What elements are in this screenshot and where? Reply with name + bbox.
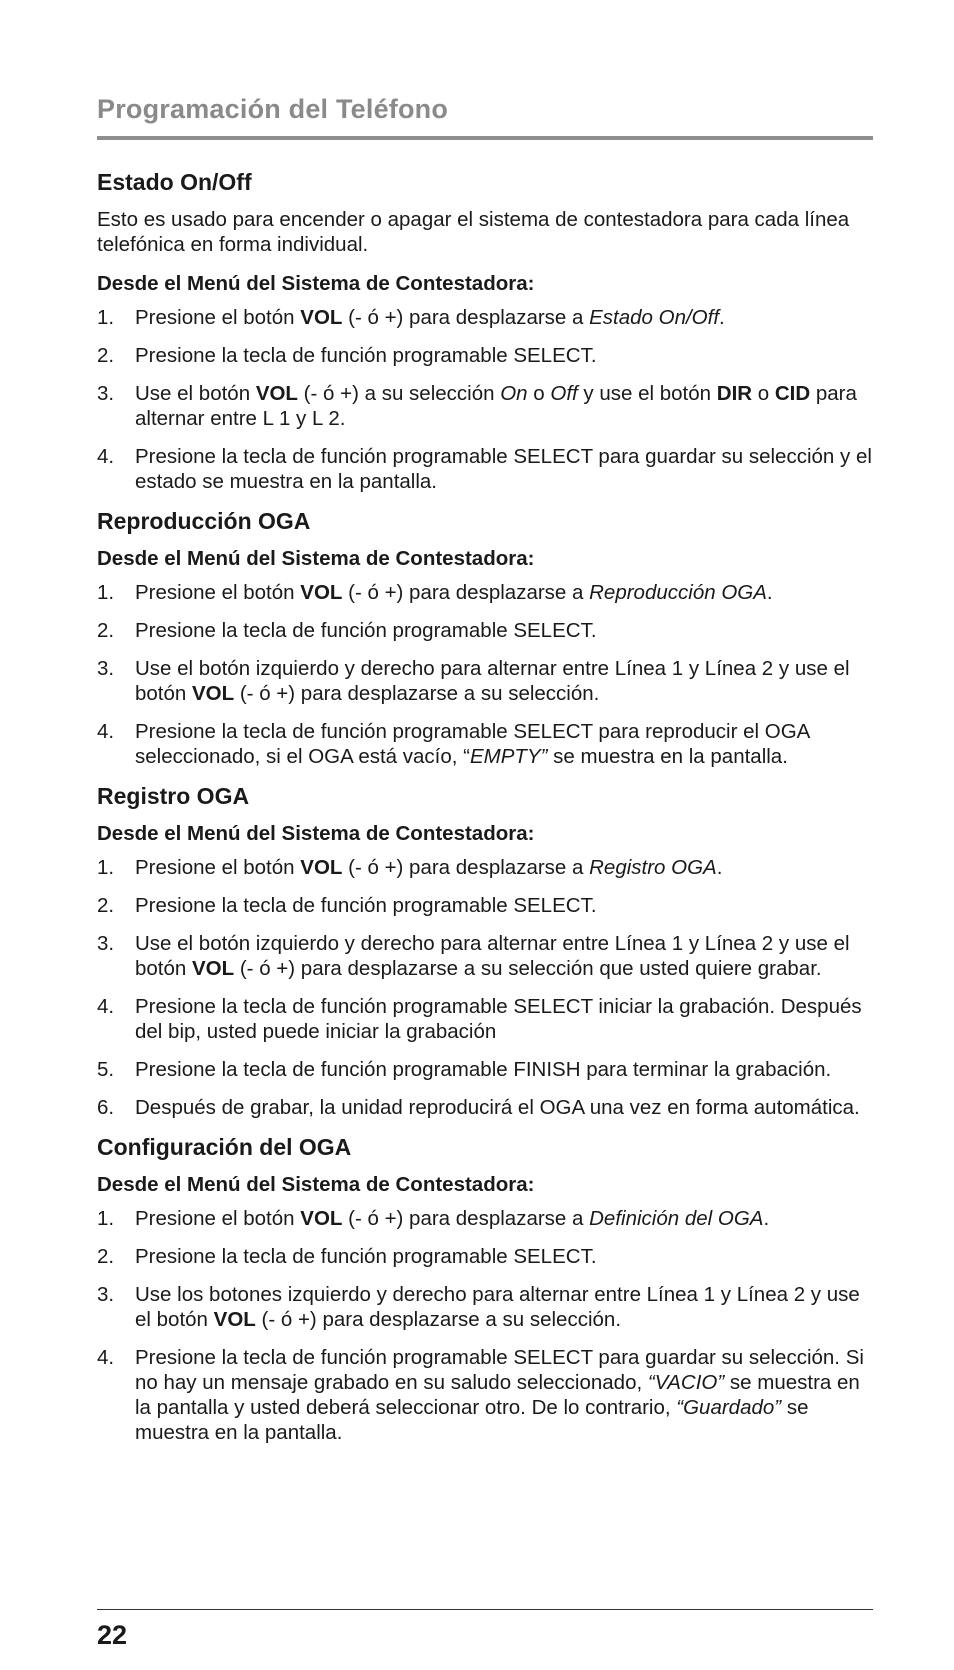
step-number: 3. [97,1283,115,1306]
page-number: 22 [97,1620,128,1650]
step-item [97,994,873,1044]
step-number: 2. [97,344,115,367]
step-item [97,444,873,494]
step-number: 1. [97,1207,115,1230]
step-item [97,855,873,880]
step-text-run: Presione el botón [135,1207,301,1230]
steps-list [97,855,873,1120]
step-item [97,1095,873,1120]
step-text-run: Use el botón [135,382,256,405]
step-text-run: (- ó +) para desplazarse a [342,856,590,879]
step-text-run: . [719,306,725,329]
step-text-run: Presione la tecla de función programable FINISH para terminar la grabación. [135,1058,832,1081]
running-header-title: Programación del Teléfono [97,94,449,124]
step-text-run: Use el botón izquierdo y derecho para alternar entre Línea 1 y Línea 2 y use el botón [135,657,850,705]
step-text-run: se muestra en la pantalla y usted deberá seleccionar otro. De lo contrario, [135,1371,860,1419]
section [97,507,873,769]
step-text-run: Presione la tecla de función programable SELECT. [135,344,597,367]
steps-list [97,1206,873,1445]
step-text-italic: Registro OGA [589,856,717,879]
step-text-bold: VOL [213,1308,256,1331]
steps-list [97,305,873,494]
step-text-run: Presione la tecla de función programable SELECT para guardar su selección y el estado se muestra en la pantalla. [135,445,872,493]
menu-path-label: Desde el Menú del Sistema de Contestadora: [97,547,535,570]
step-text-run: . [716,856,723,879]
section [97,782,873,1120]
section [97,168,873,494]
step-item [97,381,873,431]
step-number: 3. [97,932,115,955]
section-intro: Esto es usado para encender o apagar el sistema de contestadora para cada línea telefónica en forma individual. [97,208,850,256]
step-text [135,720,809,768]
step-text [135,445,872,493]
step-item [97,343,873,368]
step-text-run: (- ó +) para desplazarse a [342,581,590,604]
step-number: 3. [97,657,115,680]
step-text-italic: “VACIO” [647,1371,725,1394]
step-text [135,1283,860,1331]
step-text-run: (- ó +) para desplazarse a su selección. [255,1308,622,1331]
step-text-bold: VOL [192,682,235,705]
step-text-run: Presione el botón [135,581,301,604]
step-text [135,1058,831,1081]
section-title: Reproducción OGA [97,508,311,534]
step-number: 2. [97,619,115,642]
step-text-italic: “Guardado” [676,1396,782,1419]
step-text-run: para alternar entre L 1 y L 2. [135,382,857,430]
step-text-run: Use los botones izquierdo y derecho para alternar entre Línea 1 y Línea 2 y use el botón [135,1283,860,1331]
step-text [135,306,725,329]
step-text [135,1207,769,1230]
step-text-italic: Off [550,382,578,405]
menu-path-label: Desde el Menú del Sistema de Contestadora: [97,822,535,845]
step-text [135,581,773,604]
step-text [135,995,862,1043]
step-text-run: Use el botón izquierdo y derecho para alternar entre Línea 1 y Línea 2 y use el botón [135,932,850,980]
step-text-run: o [527,382,551,405]
step-number: 4. [97,1346,115,1369]
step-text-run: . [763,1207,770,1230]
step-text-run: Después de grabar, la unidad reproducirá el OGA una vez en forma automática. [135,1096,860,1119]
step-text [135,344,597,367]
section [97,1133,873,1445]
step-text [135,657,850,705]
section-title: Estado On/Off [97,169,252,195]
step-number: 1. [97,306,115,329]
footer-rule [97,1609,873,1610]
step-text-run: . [766,581,773,604]
step-number: 4. [97,995,115,1018]
step-item [97,1244,873,1269]
step-text-run: Presione la tecla de función programable SELECT. [135,1245,597,1268]
step-text-run: se muestra en la pantalla. [547,745,788,768]
step-text-run: o [752,382,775,405]
step-item [97,719,873,769]
step-item [97,656,873,706]
step-number: 6. [97,1096,115,1119]
step-text-run: Presione el botón [135,306,301,329]
step-text-bold: CID [774,382,811,405]
step-text-bold: DIR [716,382,753,405]
section-title: Registro OGA [97,783,250,809]
step-text-italic: Estado On/Off [589,306,720,329]
step-item [97,580,873,605]
step-text [135,619,597,642]
step-number: 2. [97,894,115,917]
step-text-run: Presione el botón [135,856,301,879]
step-text [135,932,850,980]
step-text-run: Presione la tecla de función programable SELECT iniciar la grabación. Después del bip, usted puede iniciar la grabación [135,995,862,1043]
step-item [97,305,873,330]
header-rule [97,136,873,140]
step-text-bold: VOL [300,856,343,879]
step-text-run: (- ó +) a su selección [297,382,501,405]
step-item [97,893,873,918]
step-item [97,1057,873,1082]
step-item [97,618,873,643]
step-number: 2. [97,1245,115,1268]
steps-list [97,580,873,769]
step-text-italic: On [500,382,528,405]
step-item [97,1345,873,1445]
step-text [135,856,722,879]
step-text-bold: VOL [300,306,343,329]
menu-path-label: Desde el Menú del Sistema de Contestadora: [97,272,535,295]
step-text-bold: VOL [300,581,343,604]
step-item [97,1206,873,1231]
step-item [97,931,873,981]
step-text [135,894,597,917]
step-number: 1. [97,581,115,604]
step-text-run: Presione la tecla de función programable SELECT para guardar su selección. Si no hay un mensaje grabado en su saludo seleccionado, [135,1346,864,1394]
page-content [97,168,873,1458]
step-text-run: (- ó +) para desplazarse a su selección que usted quiere grabar. [234,957,822,980]
step-text-run: (- ó +) para desplazarse a [342,306,590,329]
manual-page [97,0,873,1670]
step-text-run: Presione la tecla de función programable SELECT. [135,619,597,642]
step-text-italic: EMPTY” [470,745,548,768]
step-number: 1. [97,856,115,879]
step-text-run: se muestra en la pantalla. [135,1396,809,1444]
step-number: 4. [97,445,115,468]
step-text-italic: Definición del OGA [589,1207,764,1230]
step-text-bold: VOL [255,382,298,405]
step-number: 4. [97,720,115,743]
step-number: 3. [97,382,115,405]
menu-path-label: Desde el Menú del Sistema de Contestadora: [97,1173,535,1196]
step-number: 5. [97,1058,115,1081]
step-text-bold: VOL [300,1207,343,1230]
step-text [135,1245,597,1268]
step-text [135,1346,864,1444]
step-item [97,1282,873,1332]
step-text [135,1096,860,1119]
step-text-run: Presione la tecla de función programable SELECT. [135,894,597,917]
section-title: Configuración del OGA [97,1134,352,1160]
step-text-run: (- ó +) para desplazarse a su selección. [234,682,600,705]
step-text-run: Presione la tecla de función programable SELECT para reproducir el OGA seleccionado, si el OGA está vacío, “ [135,720,810,768]
step-text-run: (- ó +) para desplazarse a [342,1207,590,1230]
step-text-bold: VOL [192,957,235,980]
step-text-italic: Reproducción OGA [589,581,767,604]
step-text [135,382,857,430]
step-text-run: y use el botón [577,382,717,405]
